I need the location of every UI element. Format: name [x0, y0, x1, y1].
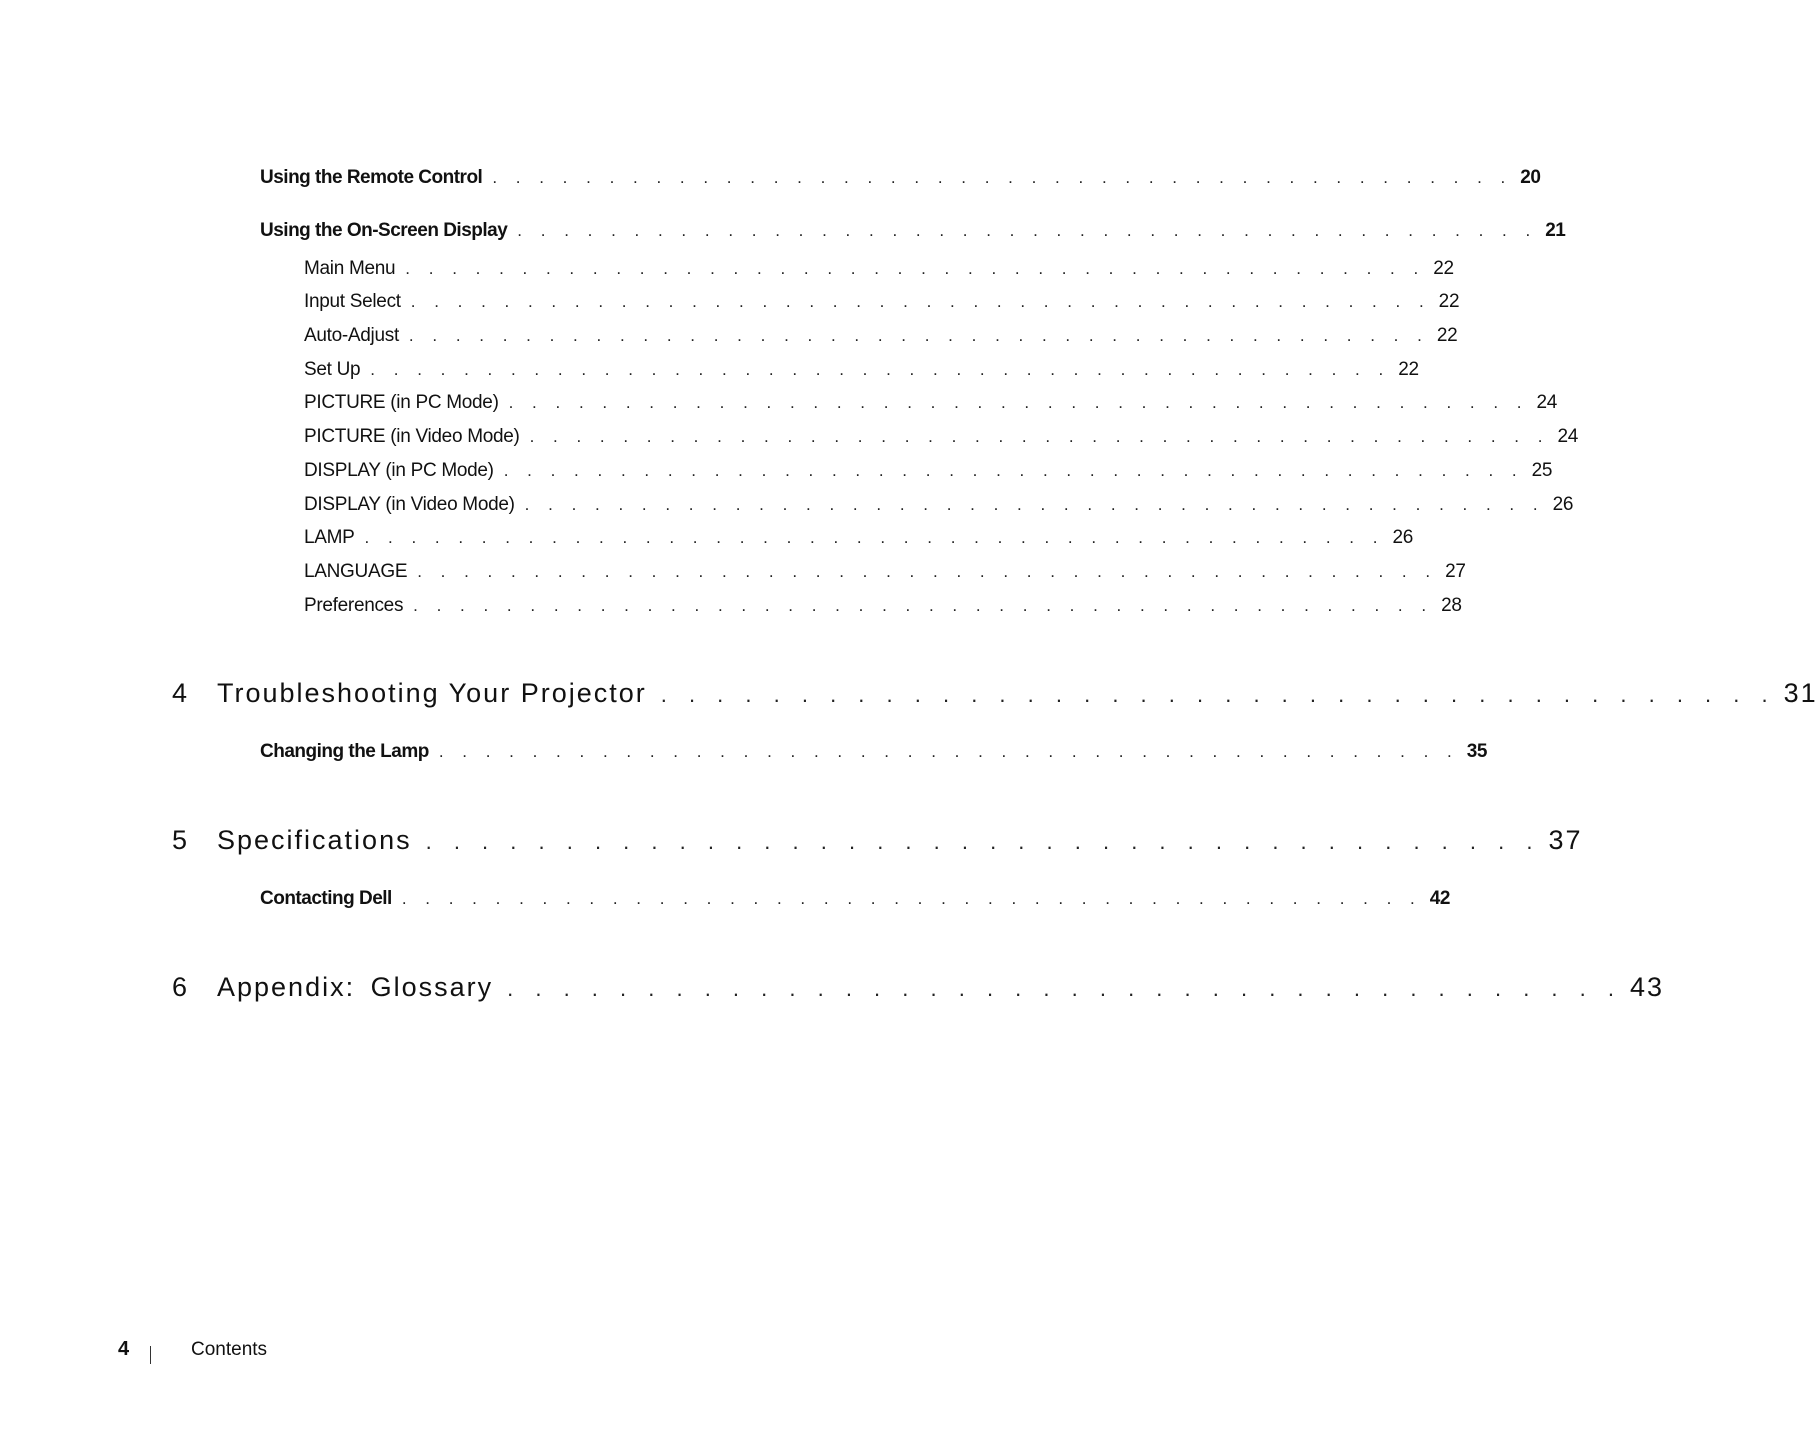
toc-entry-remote-control[interactable]	[260, 167, 1541, 189]
toc-entry-preferences[interactable]	[304, 595, 1462, 617]
toc-entry-label: Contacting Dell	[260, 888, 392, 909]
toc-entry-label: Set Up	[304, 359, 361, 380]
toc-entry-label: Preferences	[304, 595, 404, 616]
toc-chapter-5[interactable]	[172, 825, 1583, 856]
chapter-number: 6	[172, 972, 190, 1002]
dot-leader: . . . . . . . . . . . . . . . . . . . . . . . . . . . . . . . . . . . . . . . . . . . .	[370, 360, 1391, 379]
dot-leader: . . . . . . . . . . . . . . . . . . . . . . . . . . . . . . . . . . . . . . . . . . . .	[413, 596, 1434, 615]
toc-entry-picture-video-mode[interactable]	[304, 426, 1579, 448]
toc-entry-page: 21	[1545, 220, 1566, 241]
dot-leader: . . . . . . . . . . . . . . . . . . . . . . . . . . . . . . . . . . . . . . . . . . . .	[405, 259, 1426, 278]
toc-entry-picture-pc-mode[interactable]	[304, 392, 1558, 414]
dot-leader: . . . . . . . . . . . . . . . . . . . . . . . . . . . . . . . . . . . . . . . . . . . .	[401, 889, 1422, 908]
footer-divider	[150, 1346, 151, 1364]
toc-entry-language[interactable]	[304, 561, 1466, 583]
dot-leader: . . . . . . . . . . . . . . . . . . . . . . . . . . . . . . . . . . . . . . . . . . . .	[408, 326, 1429, 345]
toc-entry-main-menu[interactable]	[304, 258, 1454, 280]
toc-entry-changing-the-lamp[interactable]	[260, 741, 1487, 763]
toc-entry-display-pc-mode[interactable]	[304, 460, 1553, 482]
dot-leader: . . . . . . . . . . . . . . . . . . . . . . . . . . . . . . . . . . . . . . . . . . . .	[410, 292, 1431, 311]
footer-page-number: 4	[118, 1338, 130, 1360]
toc-entry-label: Auto-Adjust	[304, 325, 399, 346]
dot-leader: . . . . . . . . . . . . . . . . . . . . . . . . . . . . . . . . . . . . . . . .	[507, 976, 1622, 1001]
toc-entry-label: Using the On-Screen Display	[260, 220, 508, 241]
toc-entry-page: 24	[1557, 426, 1579, 447]
toc-entry-page: 27	[1445, 561, 1466, 582]
toc-entry-label: DISPLAY (in Video Mode)	[304, 494, 515, 515]
dot-leader: . . . . . . . . . . . . . . . . . . . . . . . . . . . . . . . . . . . . . . . . . . . .	[364, 528, 1385, 547]
toc-entry-contacting-dell[interactable]	[260, 888, 1450, 910]
dot-leader: . . . . . . . . . . . . . . . . . . . . . . . . . . . . . . . . . . . . . . . . . . . .	[438, 742, 1459, 761]
dot-leader: . . . . . . . . . . . . . . . . . . . . . . . . . . . . . . . . . . . . . . . . . . . .	[517, 221, 1538, 240]
toc-entry-page: 42	[1429, 888, 1450, 909]
toc-entry-page: 22	[1398, 359, 1419, 380]
toc-entry-page: 26	[1392, 527, 1414, 548]
toc-entry-page: 25	[1531, 460, 1553, 481]
toc-entry-input-select[interactable]	[304, 291, 1460, 313]
chapter-number: 4	[172, 678, 190, 708]
toc-entry-label: PICTURE (in Video Mode)	[304, 426, 520, 447]
toc-entry-page: 22	[1436, 325, 1458, 346]
toc-entry-page: 22	[1438, 291, 1460, 312]
toc-entry-label: Changing the Lamp	[260, 741, 429, 762]
footer-section-label: Contents	[191, 1339, 268, 1360]
dot-leader: . . . . . . . . . . . . . . . . . . . . . . . . . . . . . . . . . . . . . . . .	[425, 829, 1541, 854]
dot-leader: . . . . . . . . . . . . . . . . . . . . . . . . . . . . . . . . . . . . . . . . . . . .	[417, 562, 1438, 581]
toc-entry-set-up[interactable]	[304, 359, 1419, 381]
toc-entry-label: PICTURE (in PC Mode)	[304, 392, 499, 413]
toc-entry-on-screen-display[interactable]	[260, 220, 1566, 242]
toc-entry-page: 22	[1433, 258, 1454, 279]
toc-entry-label: DISPLAY (in PC Mode)	[304, 460, 494, 481]
toc-entry-label: Main Menu	[304, 258, 396, 279]
chapter-number: 5	[172, 825, 190, 855]
dot-leader: . . . . . . . . . . . . . . . . . . . . . . . . . . . . . . . . . . . . . . . . . . . .	[503, 461, 1524, 480]
dot-leader: . . . . . . . . . . . . . . . . . . . . . . . . . . . . . . . . . . . . . . . .	[660, 682, 1776, 707]
toc-entry-page: 20	[1520, 167, 1541, 188]
toc-entry-page: 24	[1536, 392, 1558, 413]
toc-entry-auto-adjust[interactable]	[304, 325, 1458, 347]
toc-entry-page: 26	[1552, 494, 1574, 515]
chapter-page: 43	[1630, 972, 1665, 1002]
chapter-title: Appendix: Glossary	[217, 972, 494, 1002]
chapter-title: Specifications	[217, 825, 412, 855]
toc-entry-label: LANGUAGE	[304, 561, 408, 582]
toc-entry-display-video-mode[interactable]	[304, 494, 1574, 516]
dot-leader: . . . . . . . . . . . . . . . . . . . . . . . . . . . . . . . . . . . . . . . . . . . .	[524, 495, 1545, 514]
toc-entry-lamp[interactable]	[304, 527, 1414, 549]
toc-chapter-6[interactable]	[172, 972, 1665, 1003]
toc-entry-label: LAMP	[304, 527, 355, 548]
dot-leader: . . . . . . . . . . . . . . . . . . . . . . . . . . . . . . . . . . . . . . . . . . . .	[508, 393, 1529, 412]
chapter-page: 37	[1548, 825, 1583, 855]
toc-chapter-4[interactable]	[172, 678, 1818, 709]
toc-entry-label: Input Select	[304, 291, 401, 312]
dot-leader: . . . . . . . . . . . . . . . . . . . . . . . . . . . . . . . . . . . . . . . . . . . .	[529, 427, 1550, 446]
dot-leader: . . . . . . . . . . . . . . . . . . . . . . . . . . . . . . . . . . . . . . . . . . . .	[492, 168, 1513, 187]
toc-entry-label: Using the Remote Control	[260, 167, 483, 188]
toc-entry-page: 35	[1466, 741, 1487, 762]
chapter-page: 31	[1783, 678, 1818, 708]
chapter-title: Troubleshooting Your Projector	[217, 678, 647, 708]
toc-entry-page: 28	[1441, 595, 1462, 616]
